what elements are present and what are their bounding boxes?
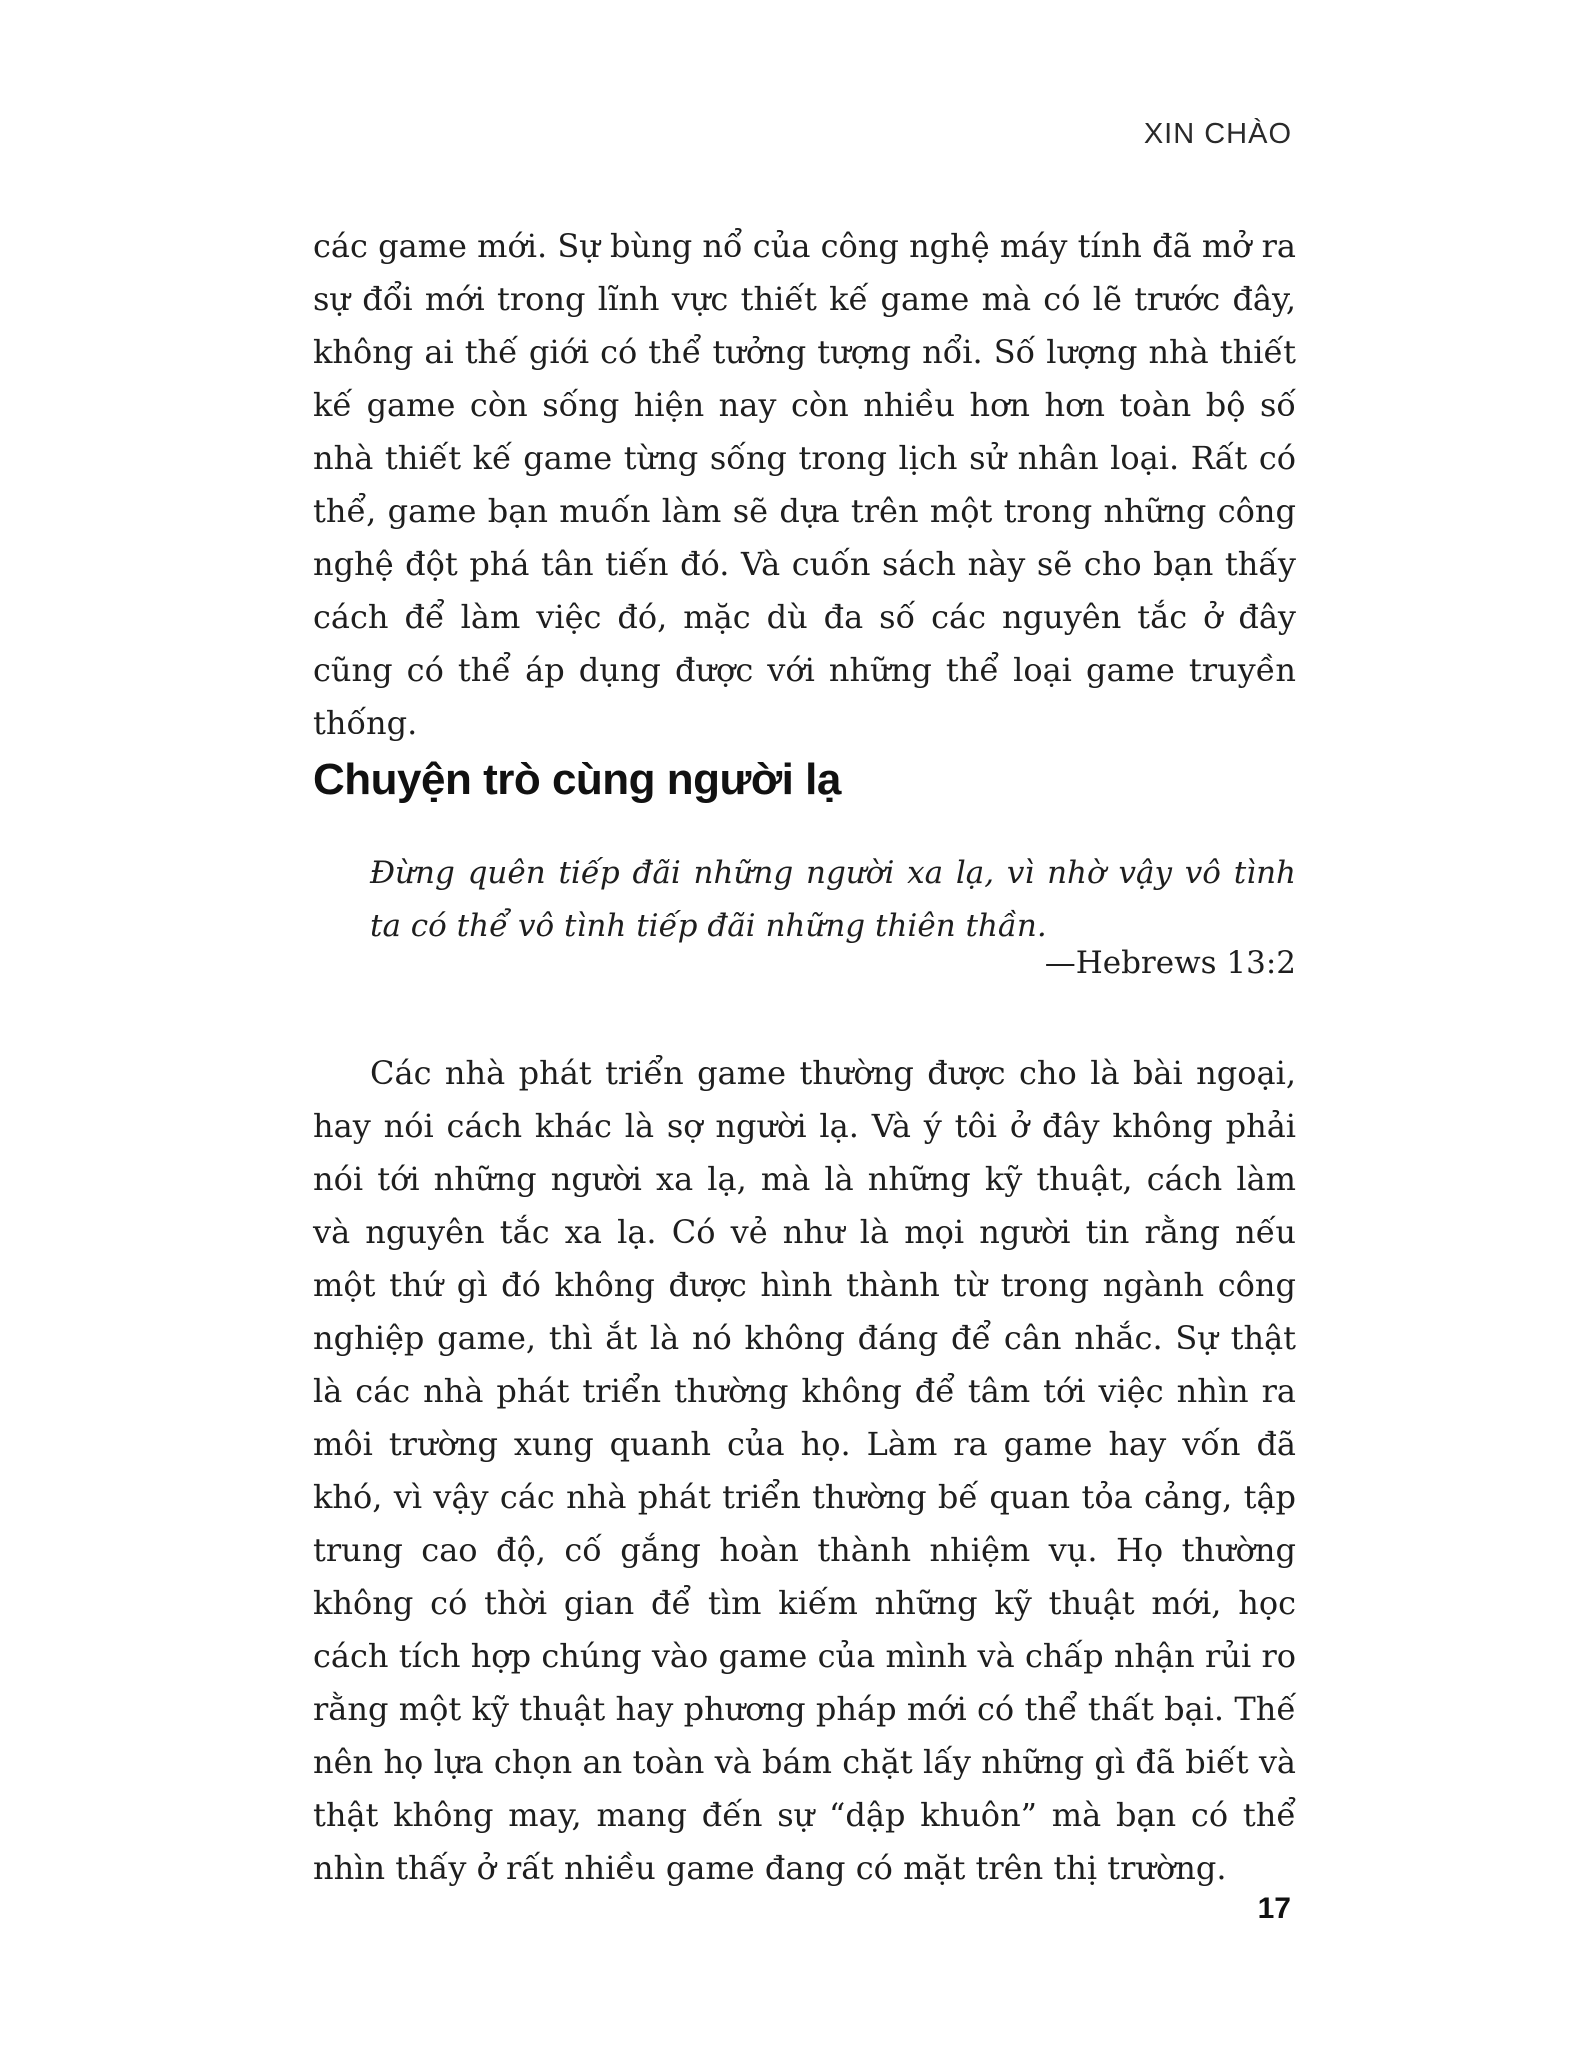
running-header: XIN CHÀO: [1143, 118, 1292, 150]
epigraph-quote: Đừng quên tiếp đãi những người xa lạ, vì nhờ vậy vô tình ta có thể vô tình tiếp đãi những thiên thần.: [370, 855, 1296, 944]
section-heading: Chuyện trò cùng người lạ: [313, 754, 841, 804]
body-paragraph-1: các game mới. Sự bùng nổ của công nghệ máy tính đã mở ra sự đổi mới trong lĩnh vực thiết kế game mà có lẽ trước đây, không ai thế giới có thể tưởng tượng nổi. Số lượng nhà thiết kế game còn sống hiện nay còn nhiều hơn hơn toàn bộ số nhà thiết kế game từng sống trong lịch sử nhân loại. Rất có thể, game bạn muốn làm sẽ dựa trên một trong những công nghệ đột phá tân tiến đó. Và cuốn sách này sẽ cho bạn thấy cách để làm việc đó, mặc dù đa số các nguyên tắc ở đây cũng có thể áp dụng được với những thể loại game truyền thống.: [313, 227, 1296, 742]
body-paragraph-2: Các nhà phát triển game thường được cho là bài ngoại, hay nói cách khác là sợ người lạ. Và ý tôi ở đây không phải nói tới những người xa lạ, mà là những kỹ thuật, cách làm và nguyên tắc xa lạ. Có vẻ như là mọi người tin rằng nếu một thứ gì đó không được hình thành từ trong ngành công nghiệp game, thì ắt là nó không đáng để cân nhắc. Sự thật là các nhà phát triển thường không để tâm tới việc nhìn ra môi trường xung quanh của họ. Làm ra game hay vốn đã khó, vì vậy các nhà phát triển thường bế quan tỏa cảng, tập trung cao độ, cố gắng hoàn thành nhiệm vụ. Họ thường không có thời gian để tìm kiếm những kỹ thuật mới, học cách tích hợp chúng vào game của mình và chấp nhận rủi ro rằng một kỹ thuật hay phương pháp mới có thể thất bại. Thế nên họ lựa chọn an toàn và bám chặt lấy những gì đã biết và thật không may, mang đến sự “dập khuôn” mà bạn có thể nhìn thấy ở rất nhiều game đang có mặt trên thị trường.: [313, 1054, 1296, 1887]
page-number: 17: [1257, 1892, 1291, 1925]
epigraph-attribution: —Hebrews 13:2: [1044, 945, 1296, 981]
